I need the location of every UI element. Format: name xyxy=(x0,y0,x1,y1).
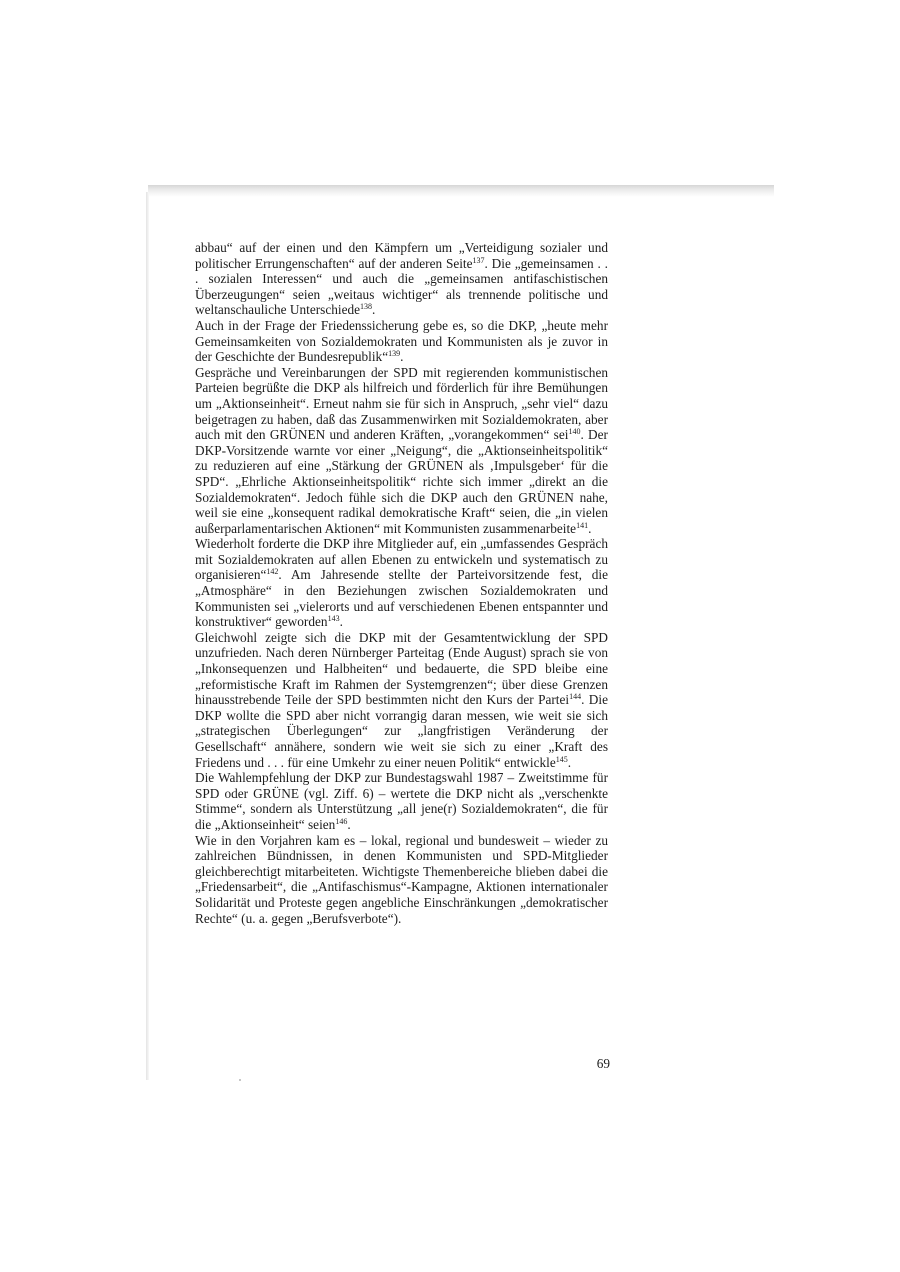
page-number: 69 xyxy=(596,1056,610,1071)
body-paragraph xyxy=(195,536,608,630)
paragraph-text: Die Wahlempfehlung der DKP zur Bundestagswahl 1987 – Zweitstimme für SPD oder GRÜNE (vgl. Ziff. 6) – wertete die DKP nicht als „verschenkte Stimme“, sondern als Unterstützung „all jene(r) Sozialdemokraten“, die für die „Aktionseinheit“ seien xyxy=(195,770,608,832)
paragraph-text: . Der DKP-Vorsitzende warnte vor einer „Neigung“, die „Aktionseinheitspolitik“ zu reduzieren auf eine „Stärkung der GRÜNEN als ‚Impulsgeber‘ für die SPD“. „Ehrliche Aktionseinheitspolitik“ richte sich immer „direkt an die Sozialdemokraten“. Jedoch fühle sich die DKP auch den GRÜNEN nahe, weil sie eine „konsequent radikal demokratische Kraft“ seien, die „in vielen außerparlamentarischen Aktionen“ mit Kommunisten zusammenarbeite xyxy=(195,427,608,536)
footnote-marker: 139 xyxy=(388,349,401,359)
paragraph-text: abbau“ auf der einen und den Kämpfern um „Verteidigung sozialer und politischer Errungenschaften“ auf der anderen Seite xyxy=(195,240,608,271)
body-paragraph xyxy=(195,318,608,365)
paragraph-text: . xyxy=(372,302,376,318)
paragraph-text: . xyxy=(567,754,572,770)
page-body xyxy=(195,240,608,926)
paragraph-text: Wie in den Vorjahren kam es – lokal, regional und bundesweit – wieder zu zahlreichen Bündnissen, in denen Kommunisten und SPD-Mitglieder gleichberechtigt mitarbeiteten. Wichtigste Themenbereiche blieben dabei die „Friedensarbeit“, die „Antifaschismus“-Kampagne, Aktionen internationaler Solidarität und Proteste gegen angebliche Einschränkungen „demokratischer Rechte“ (u. a. gegen „Berufsverbote“). xyxy=(195,832,608,926)
paragraph-text: Wiederholt forderte die DKP ihre Mitglieder auf, ein „umfassendes Gespräch mit Sozialdemokraten auf allen Ebenen zu entwickeln und systematisch zu organisieren“ xyxy=(195,536,608,583)
footnote-marker: 141 xyxy=(576,520,589,530)
body-paragraph xyxy=(195,630,608,770)
footnote-marker: 138 xyxy=(360,302,373,312)
scan-speck xyxy=(239,1079,241,1081)
scan-shadow-top xyxy=(148,185,774,197)
footnote-marker: 145 xyxy=(555,754,568,764)
footnote-marker: 140 xyxy=(568,427,581,437)
body-paragraph xyxy=(195,365,608,537)
paragraph-text: . Am Jahresende stellte der Parteivorsitzende fest, die „Atmosphäre“ in den Beziehungen zwischen Sozialdemokraten und Kommunisten sei „vielerorts und auf verschiedenen Ebenen entspannter und konstruktiver“ geworden xyxy=(195,567,608,630)
body-paragraph xyxy=(195,833,608,927)
paragraph-text: Auch in der Frage der Friedenssicherung gebe es, so die DKP, „heute mehr Gemeinsamkeiten von Sozialdemokraten und Kommunisten als je zuvor in der Geschichte der Bundesrepublik“ xyxy=(195,317,608,365)
paragraph-text: . xyxy=(588,520,592,536)
footnote-marker: 137 xyxy=(472,255,485,265)
footnote-marker: 143 xyxy=(327,614,340,624)
scan-shadow-left xyxy=(146,192,149,1080)
footnote-marker: 142 xyxy=(266,567,279,577)
paragraph-text: . Die DKP wollte die SPD aber nicht vorrangig daran messen, wie weit sie sich „strategischen Überlegungen“ zur „langfristigen Veränderung der Gesellschaft“ annähere, sondern wie weit sie sich zu einer „Kraft des Friedens und . . . für eine Umkehr zu einer neuen Politik“ entwickle xyxy=(195,692,608,770)
paragraph-text: . Die „gemeinsamen . . . sozialen Interessen“ und auch die „gemeinsamen antifaschistischen Überzeugungen“ seien „weitaus wichtiger“ als trennende politische und weltanschauliche Unterschiede xyxy=(195,255,608,318)
body-paragraph xyxy=(195,770,608,832)
paragraph-text: . xyxy=(339,614,343,630)
paragraph-text: . xyxy=(400,349,404,365)
footnote-marker: 144 xyxy=(569,692,582,702)
paragraph-text: Gleichwohl zeigte sich die DKP mit der Gesamtentwicklung der SPD unzufrieden. Nach deren Nürnberger Parteitag (Ende August) sprach sie von „Inkonsequenzen und Halbheiten“ und bedauerte, die SPD bleibe eine „reformistische Kraft im Rahmen der Systemgrenzen“; über diese Grenzen hinausstrebende Teile der SPD bestimmten nicht den Kurs der Partei xyxy=(195,629,608,708)
paragraph-text: Gespräche und Vereinbarungen der SPD mit regierenden kommunistischen Parteien begrüßte die DKP als hilfreich und förderlich für ihre Bemühungen um „Aktionseinheit“. Erneut nahm sie für sich in Anspruch, „sehr viel“ dazu beigetragen zu haben, daß das Zusammenwirken mit Sozialdemokraten, aber auch mit den GRÜNEN und anderen Kräften, „vorangekommen“ sei xyxy=(195,364,608,443)
body-paragraph xyxy=(195,240,608,318)
paragraph-text: . xyxy=(347,816,351,832)
footnote-marker: 146 xyxy=(335,816,348,826)
